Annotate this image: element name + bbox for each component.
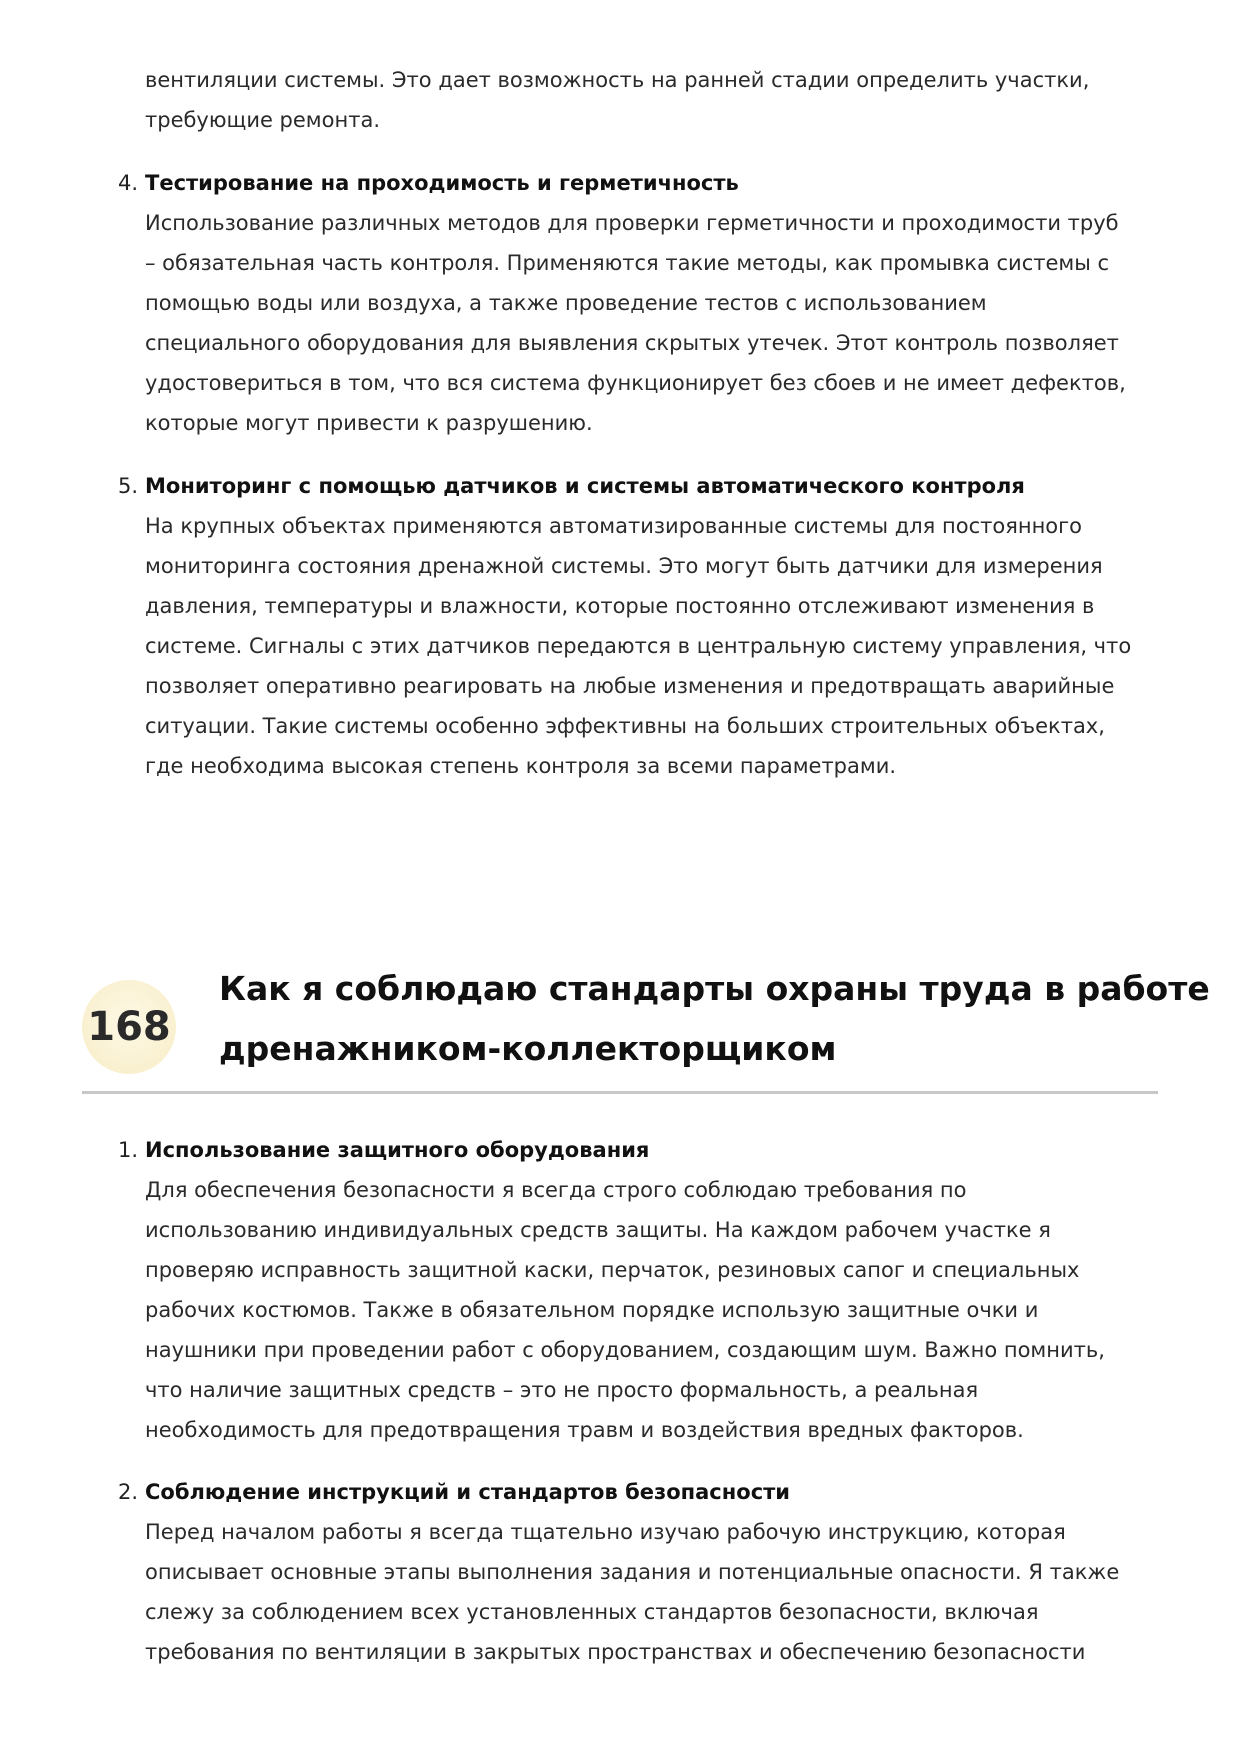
- body-line: – обязательная часть контроля. Применяются такие методы, как промывка системы с: [145, 251, 1110, 275]
- body-line: требующие ремонта.: [145, 108, 381, 132]
- body-line: ситуации. Такие системы особенно эффективны на больших строительных объектах,: [145, 714, 1105, 738]
- section-divider: [82, 1091, 1158, 1094]
- body-line: давления, температуры и влажности, которые постоянно отслеживают изменения в: [145, 594, 1095, 618]
- body-line: Для обеспечения безопасности я всегда строго соблюдаю требования по: [145, 1178, 967, 1202]
- item-heading: Использование защитного оборудования: [145, 1138, 650, 1162]
- body-line: позволяет оперативно реагировать на любые изменения и предотвращать аварийные: [145, 674, 1115, 698]
- list-item-4: [118, 163, 1158, 443]
- section-title: [219, 959, 1210, 1079]
- body-line: что наличие защитных средств – это не просто формальность, а реальная: [145, 1378, 979, 1402]
- body-line: необходимость для предотвращения травм и воздействия вредных факторов.: [145, 1418, 1024, 1442]
- body-line: На крупных объектах применяются автоматизированные системы для постоянного: [145, 514, 1083, 538]
- body-line: рабочих костюмов. Также в обязательном порядке использую защитные очки и: [145, 1298, 1039, 1322]
- body-line: где необходима высокая степень контроля за всеми параметрами.: [145, 754, 897, 778]
- body-line: слежу за соблюдением всех установленных стандартов безопасности, включая: [145, 1600, 1039, 1624]
- list-item: [118, 1130, 1158, 1450]
- item-heading: Соблюдение инструкций и стандартов безопасности: [145, 1480, 791, 1504]
- item-heading: Мониторинг с помощью датчиков и системы автоматического контроля: [145, 474, 1025, 498]
- section-title-line: Как я соблюдаю стандарты охраны труда в работе: [219, 969, 1210, 1008]
- body-line: удостовериться в том, что вся система функционирует без сбоев и не имеет дефектов,: [145, 371, 1126, 395]
- body-line: Перед началом работы я всегда тщательно изучаю рабочую инструкцию, которая: [145, 1520, 1066, 1544]
- list-item-5: [118, 466, 1158, 786]
- body-line: которые могут привести к разрушению.: [145, 411, 593, 435]
- body-line: системе. Сигналы с этих датчиков передаются в центральную систему управления, что: [145, 634, 1132, 658]
- body-line: использованию индивидуальных средств защиты. На каждом рабочем участке я: [145, 1218, 1051, 1242]
- body-line: помощью воды или воздуха, а также проведение тестов с использованием: [145, 291, 987, 315]
- section-header: [82, 957, 1210, 1097]
- body-line: вентиляции системы. Это дает возможность на ранней стадии определить участки,: [145, 68, 1090, 92]
- body-line: Использование различных методов для проверки герметичности и проходимости труб: [145, 211, 1119, 235]
- list-item: [118, 1472, 1158, 1672]
- list-item-1: [118, 1130, 1158, 1450]
- item-number: 1.: [118, 1138, 139, 1162]
- continuation-text: [118, 60, 1158, 140]
- body-line: описывает основные этапы выполнения задания и потенциальные опасности. Я также: [145, 1560, 1120, 1584]
- body-line: проверяю исправность защитной каски, перчаток, резиновых сапог и специальных: [145, 1258, 1080, 1282]
- body-line: специального оборудования для выявления скрытых утечек. Этот контроль позволяет: [145, 331, 1119, 355]
- body-line: наушники при проведении работ с оборудованием, создающим шум. Важно помнить,: [145, 1338, 1105, 1362]
- section-number-badge: 168: [82, 980, 176, 1074]
- item-number: 4.: [118, 171, 139, 195]
- body-line: мониторинга состояния дренажной системы. Это могут быть датчики для измерения: [145, 554, 1103, 578]
- section-title-line: дренажником-коллекторщиком: [219, 1029, 837, 1068]
- list-item-2: [118, 1472, 1158, 1672]
- item-number: 2.: [118, 1480, 139, 1504]
- list-item: [118, 163, 1158, 443]
- list-item-continuation: [118, 60, 1158, 140]
- item-number: 5.: [118, 474, 139, 498]
- body-line: требования по вентиляции в закрытых пространствах и обеспечению безопасности: [145, 1640, 1086, 1664]
- list-item: [118, 466, 1158, 786]
- item-heading: Тестирование на проходимость и герметичность: [145, 171, 739, 195]
